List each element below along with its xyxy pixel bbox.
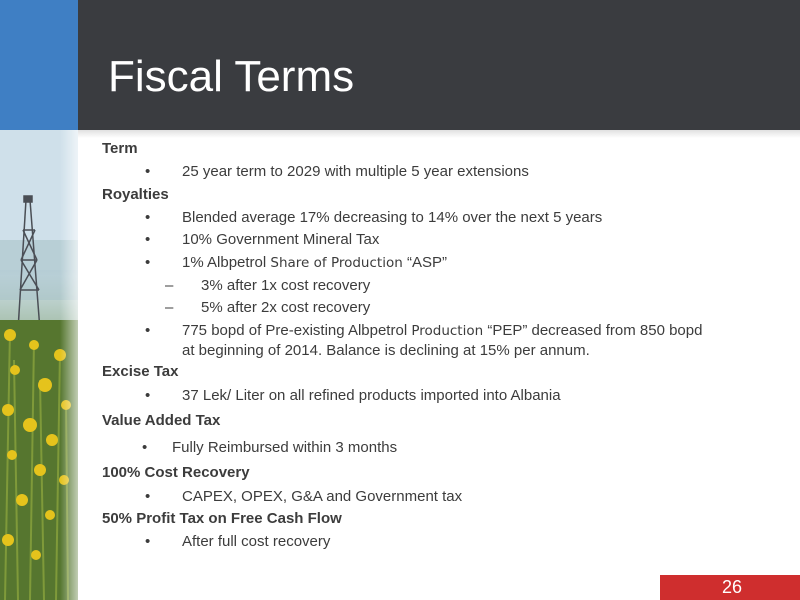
heading-value-added-tax: Value Added Tax xyxy=(102,412,221,429)
slide-body: Term • 25 year term to 2029 with multiple 5 year extensions Royalties • Blended average 17% decreasing to 14% over the next 5 years • 10% Government Mineral Tax • 1% Albpetrol Share of Production “ASP” – 3% after 1x cost recovery – 5% after 2x cost recovery • 775 bopd of Pre-existing Albpetrol Production “PEP” decreased from 850 bopd at beginning of 2014. Balance is declining at 15% per annum. Excise Tax • 37 Lek/ Liter on all refined products imported into Albania Value Added Tax • Fully Reimbursed within 3 months 100% Cost Recovery • CAPEX, OPEX, G&A and Government tax 50% Profit Tax on Free Cash Flow • After full cost recovery xyxy=(102,140,703,550)
bullet-icon: • xyxy=(142,439,148,456)
dash-icon: – xyxy=(165,277,174,294)
bullet-icon: • xyxy=(145,322,151,339)
heading-profit-tax: 50% Profit Tax on Free Cash Flow xyxy=(102,510,342,527)
bullet-icon: • xyxy=(145,231,151,248)
slide-title: Fiscal Terms xyxy=(108,52,355,101)
dash-icon: – xyxy=(165,299,174,316)
heading-cost-recovery: 100% Cost Recovery xyxy=(102,464,250,481)
heading-term: Term xyxy=(102,140,138,157)
bullet-icon: • xyxy=(145,488,151,505)
bullet-icon: • xyxy=(145,209,151,226)
bullet-icon: • xyxy=(145,387,151,404)
heading-royalties: Royalties xyxy=(102,186,169,203)
bullet-icon: • xyxy=(145,533,151,550)
heading-excise-tax: Excise Tax xyxy=(102,363,179,380)
page-number: 26 xyxy=(660,575,800,600)
bullet-icon: • xyxy=(145,254,151,271)
bullet-icon: • xyxy=(145,163,151,180)
